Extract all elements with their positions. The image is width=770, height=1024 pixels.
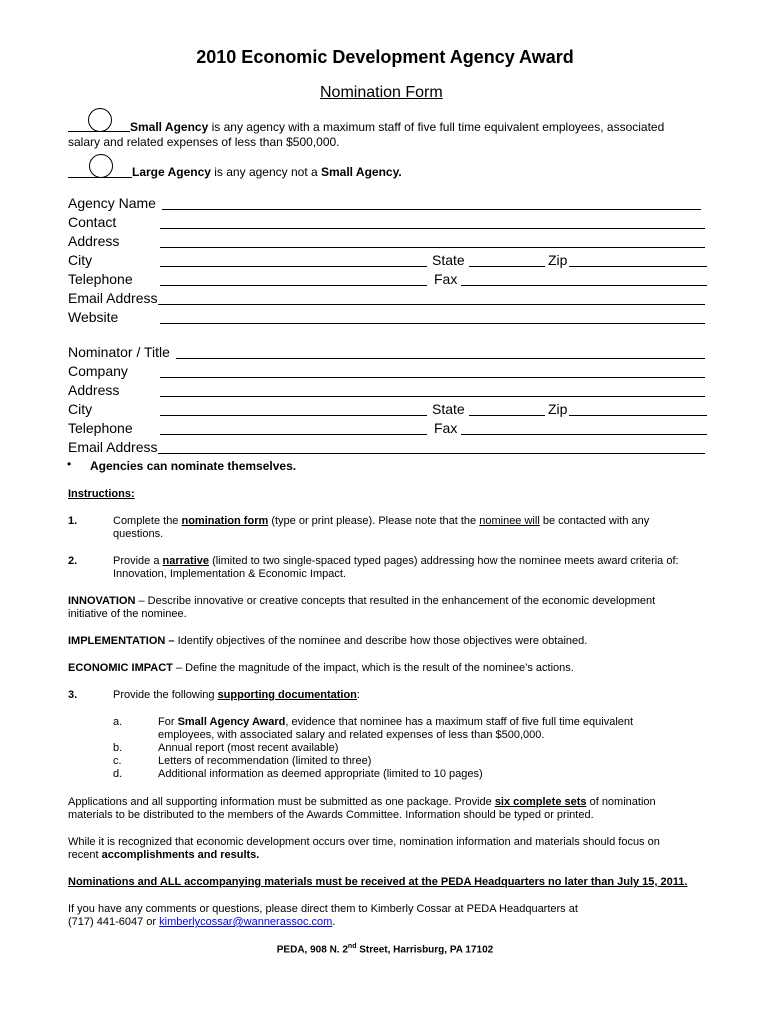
nominator-zip-field[interactable]: [569, 415, 707, 416]
item1-text-b: (type or print please). Please note that the: [268, 515, 480, 527]
implementation-text: Identify objectives of the nominee and describe how those objectives were obtained.: [174, 635, 588, 647]
company-label: Company: [68, 363, 128, 379]
innovation-line2: initiative of the nominee.: [68, 608, 187, 620]
item1-line1: [113, 515, 649, 527]
applications-line1: [68, 796, 656, 808]
city-field[interactable]: [160, 266, 427, 267]
nominator-telephone-field[interactable]: [160, 434, 427, 435]
sub-c-text: Letters of recommendation (limited to three): [158, 755, 372, 767]
sub-b-text: Annual report (most recent available): [158, 742, 339, 754]
contact-email-link[interactable]: kimberlycossar@wannerassoc.com: [159, 916, 333, 928]
item2-number: 2.: [68, 555, 78, 567]
narrative-link: narrative: [162, 555, 210, 567]
item1-line2: questions.: [113, 528, 164, 540]
nominator-state-label: State: [432, 401, 465, 417]
website-label: Website: [68, 309, 119, 325]
nominator-zip-label: Zip: [548, 401, 568, 417]
item1-text-c: nominee will: [479, 515, 540, 527]
applications-text-a: Applications and all supporting information must be submitted as one package. Provide: [68, 796, 495, 808]
footer-sup: nd: [347, 943, 357, 950]
item3-text-a: Provide the following: [113, 689, 218, 701]
nominator-address-field[interactable]: [160, 396, 705, 397]
footer-address-a: PEDA, 908 N. 2: [276, 944, 348, 956]
fax-label: Fax: [434, 271, 458, 287]
small-agency-radio[interactable]: [88, 108, 112, 132]
zip-label: Zip: [548, 252, 568, 268]
implementation-line: [68, 635, 587, 647]
nominator-title-field[interactable]: [176, 358, 705, 359]
small-agency-line1: [130, 120, 664, 134]
footer-address: [0, 943, 770, 955]
company-field[interactable]: [160, 377, 705, 378]
form-subtitle: Nomination Form: [320, 84, 443, 101]
focus-line1: While it is recognized that economic development occurs over time, nomination information and materials should focus on: [68, 836, 660, 848]
nominator-state-field[interactable]: [469, 415, 545, 416]
supporting-documentation-link: supporting documentation: [217, 689, 357, 701]
nomination-form-link: nomination form: [181, 515, 269, 527]
page-title: 2010 Economic Development Agency Award: [196, 47, 574, 67]
innovation-line1: [68, 595, 655, 607]
sub-a-letter: a.: [113, 716, 123, 728]
item3-number: 3.: [68, 689, 78, 701]
sub-a-line1: [158, 716, 633, 728]
item2-text-a: Provide a: [113, 555, 163, 567]
item1-number: 1.: [68, 515, 78, 527]
agency-name-field[interactable]: [162, 209, 701, 210]
small-agency-line2: salary and related expenses of less than $500,000.: [68, 135, 340, 149]
deadline-notice: Nominations and ALL accompanying materials must be received at the PEDA Headquarters no later than July 15, 2011.: [68, 876, 688, 888]
innovation-text: – Describe innovative or creative concepts that resulted in the enhancement of the economic development: [135, 595, 656, 607]
nominator-email-label: Email Address: [68, 439, 158, 455]
large-agency-desc-bold: Small Agency.: [321, 165, 402, 179]
nominator-city-label: City: [68, 401, 93, 417]
small-agency-desc: is any agency with a maximum staff of five full time equivalent employees, associated: [208, 120, 665, 134]
telephone-field[interactable]: [160, 285, 427, 286]
email-label: Email Address: [68, 290, 158, 306]
self-nomination-note: Agencies can nominate themselves.: [90, 459, 297, 473]
sub-a-text-2: , evidence that nominee has a maximum staff of five full time equivalent: [285, 716, 634, 728]
impact-label: ECONOMIC IMPACT: [68, 662, 173, 674]
focus-bold: accomplishments and results.: [101, 849, 260, 861]
instructions-heading: Instructions:: [68, 488, 135, 500]
footer-address-b: Street, Harrisburg, PA 17102: [356, 944, 494, 956]
email-field[interactable]: [158, 304, 705, 305]
item1-text-a: Complete the: [113, 515, 182, 527]
sub-c-letter: c.: [113, 755, 122, 767]
item3-line: [113, 689, 360, 701]
website-field[interactable]: [160, 323, 705, 324]
large-agency-label: Large Agency: [132, 165, 211, 179]
address-label: Address: [68, 233, 120, 249]
focus-line2: [68, 849, 259, 861]
applications-text-b: of nomination: [586, 796, 656, 808]
sub-d-text: Additional information as deemed appropriate (limited to 10 pages): [158, 768, 483, 780]
nominator-title-label: Nominator / Title: [68, 344, 170, 360]
sub-a-line2: employees, with associated salary and related expenses of less than $500,000.: [158, 729, 545, 741]
nominator-fax-label: Fax: [434, 420, 458, 436]
state-field[interactable]: [469, 266, 545, 267]
large-agency-radio[interactable]: [89, 154, 113, 178]
telephone-label: Telephone: [68, 271, 133, 287]
contact-line2: [68, 916, 335, 928]
zip-field[interactable]: [569, 266, 707, 267]
item1-text-d: be contacted with any: [539, 515, 650, 527]
implementation-label: IMPLEMENTATION –: [68, 635, 175, 647]
sub-d-letter: d.: [113, 768, 123, 780]
nominator-email-field[interactable]: [158, 453, 705, 454]
innovation-label: INNOVATION: [68, 595, 136, 607]
contact-field[interactable]: [160, 228, 705, 229]
large-agency-line: [132, 165, 402, 179]
contact-label: Contact: [68, 214, 117, 230]
nominator-telephone-label: Telephone: [68, 420, 133, 436]
fax-field[interactable]: [461, 285, 707, 286]
item2-text-b: (limited to two single-spaced typed pages) addressing how the nominee meets award criteria of:: [209, 555, 679, 567]
contact-period: .: [332, 916, 336, 928]
city-label: City: [68, 252, 93, 268]
address-field[interactable]: [160, 247, 705, 248]
nominator-city-field[interactable]: [160, 415, 427, 416]
agency-name-label: Agency Name: [68, 195, 156, 211]
nominator-fax-field[interactable]: [461, 434, 707, 435]
large-agency-desc: is any agency not a: [210, 165, 321, 179]
nominator-address-label: Address: [68, 382, 120, 398]
applications-line2: materials to be distributed to the members of the Awards Committee. Information should be typed or printed.: [68, 809, 594, 821]
six-complete-sets: six complete sets: [494, 796, 587, 808]
sub-a-text-1: For: [158, 716, 178, 728]
impact-line: [68, 662, 574, 674]
contact-phone: (717) 441-6047 or: [68, 916, 160, 928]
focus-text: recent: [68, 849, 102, 861]
contact-line1: If you have any comments or questions, please direct them to Kimberly Cossar at PEDA Headquarters at: [68, 903, 578, 915]
item2-line1: [113, 555, 679, 567]
sub-b-letter: b.: [113, 742, 123, 754]
state-label: State: [432, 252, 465, 268]
sub-a-bold: Small Agency Award: [177, 716, 286, 728]
bullet-icon: •: [67, 457, 72, 471]
impact-text: – Define the magnitude of the impact, which is the result of the nominee’s actions.: [172, 662, 574, 674]
small-agency-label: Small Agency: [130, 120, 209, 134]
item3-text-b: :: [356, 689, 360, 701]
item2-line2: Innovation, Implementation & Economic Impact.: [113, 568, 346, 580]
